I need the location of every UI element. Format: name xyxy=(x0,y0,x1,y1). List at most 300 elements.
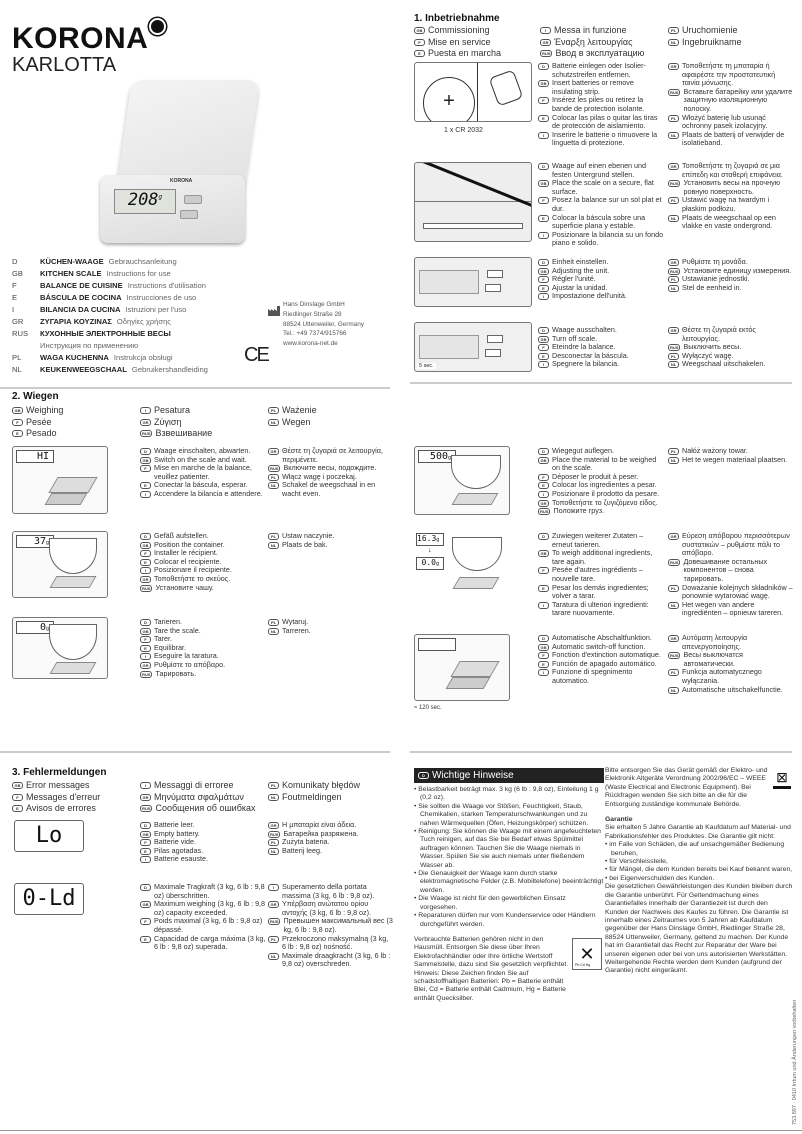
language-row xyxy=(12,268,208,280)
item-text: Ζύγιση xyxy=(154,416,182,427)
language-badge: GB xyxy=(12,407,23,414)
instruction-list xyxy=(140,618,266,678)
item-text: Θέστε τη ζυγαριά εκτός λειτουργίας. xyxy=(682,325,756,343)
item-text: Tarer. xyxy=(154,634,172,644)
language-row xyxy=(12,316,208,328)
list-item xyxy=(414,25,501,37)
language-badge: F xyxy=(538,474,549,481)
list-item xyxy=(140,780,256,792)
language-badge: GB xyxy=(140,628,151,635)
language-row xyxy=(12,328,208,352)
list-item xyxy=(140,417,212,429)
language-badge: F xyxy=(538,97,549,104)
language-badge: GB xyxy=(140,457,151,464)
product-image xyxy=(92,75,252,247)
item-text: Régler l'unité. xyxy=(552,274,596,284)
list-item xyxy=(12,780,100,792)
language-badge: E xyxy=(538,215,549,222)
language-desc: Instructions for use xyxy=(106,269,171,278)
item-text: Nałóż ważony towar. xyxy=(682,446,748,455)
language-desc: Istruzioni per l'uso xyxy=(125,305,187,314)
list-item xyxy=(668,114,794,131)
instruction-list xyxy=(268,883,394,969)
item-text: Avisos de errores xyxy=(26,803,96,813)
list-item xyxy=(668,601,794,618)
item-text: Tarieren. xyxy=(154,617,182,626)
language-badge: GB xyxy=(538,336,549,343)
item-text: Position the container. xyxy=(154,539,225,549)
list-item xyxy=(12,417,63,429)
language-badge: NL xyxy=(668,687,679,694)
item-text: Батарейка разряжена. xyxy=(283,828,359,838)
instruction-list xyxy=(538,326,664,369)
language-badge: F xyxy=(414,39,425,46)
item-text: Posez la balance sur un sol plat et dur. xyxy=(552,195,662,213)
notes-bullet: • Belastbarkeit beträgt max. 3 kg (6 lb : 9,8 oz), Einteilung 1 g (0,2 oz). xyxy=(414,786,599,802)
item-text: Ingebruikname xyxy=(682,36,742,47)
language-desc: Instrucciones de uso xyxy=(126,293,197,302)
brand-logo xyxy=(12,22,166,56)
list-item xyxy=(668,558,794,584)
section-headings xyxy=(668,25,742,48)
item-text: Posizionare il prodotto da pesare. xyxy=(552,488,660,498)
language-badge: GB xyxy=(538,180,549,187)
language-badge: D xyxy=(418,772,429,779)
item-text: Komunikaty błędów xyxy=(282,780,361,790)
list-item xyxy=(268,541,394,550)
item-text: Fonction d'extinction automatique. xyxy=(552,650,661,660)
language-desc: Instrukcja obsługi xyxy=(113,353,173,362)
item-text: Η μπαταρία είναι άδεια. xyxy=(282,820,357,829)
instruction-list xyxy=(140,532,266,592)
language-badge: GR xyxy=(140,662,151,669)
language-badge: NL xyxy=(268,794,279,801)
language-badge: D xyxy=(538,163,549,170)
display-readout: 37g xyxy=(16,535,54,548)
list-item xyxy=(668,360,794,369)
language-row xyxy=(12,352,208,364)
language-badge: I xyxy=(538,669,549,676)
language-row xyxy=(12,364,208,376)
warranty-bullet: • für Verschleissteile, xyxy=(605,858,668,866)
notes-bullet: • Die Genauigkeit der Waage kann durch starke elektromagnetische Felder (z.B. Mobiltelefone) beeinträchtigt werden. xyxy=(414,870,604,894)
list-item xyxy=(140,883,266,900)
item-text: Funkcja automatycznego wyłączania. xyxy=(682,667,762,685)
item-text: Superamento della portata massima (3 kg, 6 lb : 9,8 oz). xyxy=(282,882,375,900)
list-item xyxy=(668,456,794,465)
battery-icon: + xyxy=(423,77,475,122)
item-text: Ustaw naczynie. xyxy=(282,531,335,540)
scale-display: 208$^g$ xyxy=(114,189,176,214)
item-text: Превышен максимальный вес (3 kg, 6 lb : 9,8 oz). xyxy=(283,916,393,934)
instruction-list xyxy=(538,258,664,301)
list-item xyxy=(538,360,664,369)
language-badge: D xyxy=(140,533,151,540)
item-text: Puesta en marcha xyxy=(428,48,502,58)
item-text: Conectar la báscula, esperar. xyxy=(154,480,248,490)
language-badge: RUS xyxy=(270,831,279,837)
item-text: Colocar la báscula sobre una superficie plana y estable. xyxy=(552,212,646,231)
list-item xyxy=(538,162,664,179)
language-badge: E xyxy=(140,482,151,489)
item-text: Gefäß aufstellen. xyxy=(154,531,209,540)
instruction-list xyxy=(268,618,394,635)
list-item xyxy=(538,601,664,618)
language-badge: F xyxy=(140,465,151,472)
list-item xyxy=(538,532,664,549)
warranty-bullet: • für Mängel, die dem Kunden bereits bei Kauf bekannt waren, xyxy=(605,866,793,874)
list-item xyxy=(538,96,664,113)
list-item xyxy=(268,405,317,417)
language-badge: GB xyxy=(538,457,549,464)
item-text: Error messages xyxy=(26,780,90,790)
weee-bin-icon: ⊠ xyxy=(773,769,791,789)
language-badge: NL xyxy=(668,285,679,292)
language-code: PL xyxy=(12,353,22,362)
instruction-list xyxy=(668,326,794,369)
instruction-list xyxy=(538,162,664,248)
item-text: Spegnere la bilancia. xyxy=(552,359,620,369)
list-item xyxy=(668,651,794,668)
language-badge: I xyxy=(140,782,151,789)
item-text: Accendere la bilancia e attendere. xyxy=(154,488,263,498)
company-line: Hans Dinslage GmbH xyxy=(283,301,345,308)
item-text: Τοποθετήστε τη μπαταρία ή αφαιρέστε την προστατευτική ταινία μόνωσης. xyxy=(682,61,776,88)
weigh-figure xyxy=(414,446,510,515)
item-text: Place the scale on a secure, flat surface. xyxy=(552,178,654,196)
item-text: Place the material to be weighed on the scale. xyxy=(552,454,657,473)
item-text: Установите чашу. xyxy=(155,582,214,592)
item-text: Установите единицу измерения. xyxy=(683,265,792,275)
display-readout: 16.3g xyxy=(416,533,444,546)
language-badge: E xyxy=(140,645,151,652)
list-item xyxy=(140,464,266,481)
list-item xyxy=(668,686,794,695)
language-badge: RUS xyxy=(270,919,279,925)
important-notes-header xyxy=(414,768,604,783)
item-text: Maximale Tragkraft (3 kg, 6 lb : 9,8 oz) überschritten. xyxy=(154,882,265,900)
brand-dot-icon xyxy=(149,18,166,35)
language-badge: E xyxy=(12,430,23,437)
item-text: Pilas agotadas. xyxy=(154,845,204,855)
item-text: Colocar los ingredientes a pesar. xyxy=(552,480,657,490)
notes-title: Wichtige Hinweise xyxy=(432,770,514,781)
language-badge: GB xyxy=(140,901,151,908)
item-text: Empty battery. xyxy=(154,828,200,838)
item-text: Ввод в эксплуатацию xyxy=(555,48,645,58)
language-badge: D xyxy=(140,448,151,455)
list-item xyxy=(538,131,664,148)
language-title: KITCHEN SCALE xyxy=(40,269,102,278)
language-title: KÜCHEN-WAAGE xyxy=(40,257,104,266)
item-text: Waage auf einen ebenen und festen Untergrund stellen. xyxy=(552,161,647,179)
list-item xyxy=(668,37,742,49)
language-badge: I xyxy=(538,602,549,609)
language-title: ΖΥΓΑΡΙΑ ΚΟΥΖΙΝΑΣ xyxy=(40,317,112,326)
language-badge: RUS xyxy=(542,51,551,57)
language-badge: I xyxy=(538,491,549,498)
language-code: F xyxy=(12,281,17,290)
language-badge: RUS xyxy=(670,559,679,565)
item-text: Włącz wagę i poczekaj. xyxy=(282,471,357,481)
item-text: Tare the scale. xyxy=(154,625,201,635)
list-item xyxy=(668,131,794,148)
item-text: Eteindre la balance. xyxy=(552,342,616,352)
item-text: Вставьте батарейку или удалите защитную изоляционную полоску. xyxy=(683,86,793,113)
item-text: Взвешивание xyxy=(155,428,213,438)
item-text: Maximum weighing (3 kg, 6 lb : 9,8 oz) capacity exceeded. xyxy=(154,899,266,917)
company-address xyxy=(283,300,364,349)
language-badge: RUS xyxy=(670,268,679,274)
item-text: Ajustar la unidad. xyxy=(552,282,608,292)
language-badge: D xyxy=(538,327,549,334)
list-item xyxy=(140,855,266,864)
item-text: Весы выключатся автоматически. xyxy=(683,650,743,668)
item-text: Posizionare la bilancia su un fondo piano e solido. xyxy=(552,229,664,248)
instruction-list xyxy=(268,447,394,499)
language-row xyxy=(12,256,208,268)
language-badge: E xyxy=(12,805,23,812)
language-list xyxy=(12,256,208,376)
list-item xyxy=(668,634,794,651)
language-desc: Gebruikershandleiding xyxy=(131,365,208,374)
list-item xyxy=(140,900,266,917)
language-badge: PL xyxy=(268,474,279,481)
language-badge: RUS xyxy=(670,345,679,351)
auto-off-figure xyxy=(414,634,510,701)
language-badge: F xyxy=(12,419,23,426)
language-badge: E xyxy=(140,848,151,855)
item-text: Insérez les piles ou retirez la bande de protection isolante. xyxy=(552,95,645,113)
notes-bullet: • Reparaturen dürfen nur vom Kundenservice oder Händlern durchgeführt werden. xyxy=(414,912,596,928)
item-text: Eseguire la taratura. xyxy=(154,651,219,661)
language-badge: PL xyxy=(668,448,679,455)
display-readout: 500g xyxy=(418,450,456,463)
list-item xyxy=(538,668,664,685)
item-text: Zuwiegen weiterer Zutaten – erneut tarieren. xyxy=(552,531,644,549)
list-item xyxy=(140,803,256,815)
item-text: Inserire le batterie o rimuovere la linguetta di protezione. xyxy=(552,129,658,148)
language-badge: PL xyxy=(268,936,279,943)
language-badge: F xyxy=(538,567,549,574)
item-text: Posizionare il recipiente. xyxy=(154,565,232,575)
language-title: KEUKENWEEGSCHAAL xyxy=(40,365,127,374)
language-badge: F xyxy=(140,636,151,643)
instruction-list xyxy=(668,634,794,694)
list-item xyxy=(668,214,794,231)
tare-button xyxy=(180,210,198,219)
language-badge: I xyxy=(538,361,549,368)
item-text: Waage ausschalten. xyxy=(552,325,617,334)
item-text: Włożyć baterię lub usunąć ochronny pasek izolacyjny. xyxy=(682,112,768,131)
list-item xyxy=(268,780,360,792)
item-text: Funzione di spegnimento automatico. xyxy=(552,667,633,685)
list-item xyxy=(414,37,501,49)
language-badge: PL xyxy=(668,669,679,676)
language-badge: E xyxy=(414,50,425,57)
divider xyxy=(410,751,792,753)
language-badge: GR xyxy=(268,822,279,829)
list-item xyxy=(140,792,256,804)
item-text: Тарировать. xyxy=(155,668,197,678)
language-code: GR xyxy=(12,317,24,326)
item-text: Doważanie kolejnych składników – ponownie wytarować wagę. xyxy=(682,582,793,601)
instruction-list xyxy=(668,447,794,464)
section-headings xyxy=(414,25,501,60)
list-item xyxy=(268,952,394,969)
model-name: KARLOTTA xyxy=(12,54,117,76)
language-badge: E xyxy=(140,559,151,566)
language-badge: GR xyxy=(140,576,151,583)
battery-figure xyxy=(414,62,532,122)
instruction-list xyxy=(538,634,664,686)
list-item xyxy=(268,481,394,498)
item-text: Het te wegen materiaal plaatsen. xyxy=(682,454,788,464)
language-badge: RUS xyxy=(142,806,151,812)
list-item xyxy=(140,405,212,417)
unit-button-figure xyxy=(414,257,532,307)
list-item xyxy=(12,803,100,815)
language-desc: Instructions d'utilisation xyxy=(127,281,206,290)
list-item xyxy=(538,292,664,301)
language-badge: RUS xyxy=(670,89,679,95)
item-text: Wyłączyć wagę. xyxy=(682,350,734,360)
list-item xyxy=(12,405,63,417)
list-item xyxy=(268,900,394,917)
list-item xyxy=(268,417,317,429)
language-badge: I xyxy=(140,856,151,863)
list-item xyxy=(140,670,266,679)
language-badge: GR xyxy=(268,448,279,455)
instruction-list xyxy=(668,532,794,618)
item-text: Messaggi di erroree xyxy=(154,780,234,790)
list-item xyxy=(668,196,794,213)
item-text: Ważenie xyxy=(282,405,317,415)
switch-on-figure xyxy=(12,446,108,514)
language-badge: I xyxy=(268,884,279,891)
language-row xyxy=(12,304,208,316)
language-code: E xyxy=(12,293,18,302)
language-badge: E xyxy=(538,115,549,122)
item-text: Pesar los demás ingredientes; volver a tarar. xyxy=(552,582,649,601)
item-text: Mise en service xyxy=(428,36,491,47)
language-badge: I xyxy=(538,132,549,139)
display-readout: 0g xyxy=(16,621,54,634)
section-headings xyxy=(140,780,256,815)
language-badge: GB xyxy=(538,644,549,651)
item-text: Ρυθμίστε το απόβαρο. xyxy=(154,659,226,669)
error-display-lo: Lo xyxy=(14,820,84,852)
warranty-bullet: • bei Eigenverschulden des Kunden. xyxy=(605,874,715,882)
unit-button xyxy=(184,195,202,204)
language-badge: GR xyxy=(668,163,679,170)
instruction-list xyxy=(538,532,664,618)
language-badge: GR xyxy=(668,635,679,642)
language-badge: D xyxy=(538,448,549,455)
list-item xyxy=(538,79,664,96)
item-text: Pesatura xyxy=(154,405,191,415)
list-item xyxy=(268,792,360,804)
item-text: Schakel de weegschaal in en wacht even. xyxy=(282,480,376,498)
language-title: WAGA KUCHENNA xyxy=(40,353,109,362)
item-text: Adjusting the unit. xyxy=(552,265,610,275)
item-text: Commissioning xyxy=(428,25,490,35)
item-text: Poids maximal (3 kg, 6 lb : 9,8 oz) dépassé. xyxy=(154,916,263,934)
language-badge: D xyxy=(538,533,549,540)
language-badge: F xyxy=(12,794,23,801)
list-item xyxy=(668,584,794,601)
notes-bullet: • Sie sollten die Waage vor Stößen, Feuchtigkeit, Staub, Chemikalien, starken Temperaturschwankungen und zu nahen Wärmequellen (Öfen, Heizungskörper) schützen. xyxy=(414,802,589,827)
language-badge: GB xyxy=(140,831,151,838)
error-display-overload: 0-Ld xyxy=(14,883,84,915)
list-item xyxy=(540,37,644,49)
item-text: Сообщения об ошибках xyxy=(155,803,256,813)
language-badge: GB xyxy=(140,542,151,549)
item-text: Przekroczono maksymalną (3 kg, 6 lb : 9,8 oz) nośność. xyxy=(282,933,389,952)
instruction-list xyxy=(140,883,266,952)
list-item xyxy=(140,584,266,593)
language-badge: F xyxy=(140,918,151,925)
language-badge: NL xyxy=(268,542,279,549)
item-text: Déposer le produit à peser. xyxy=(552,471,639,481)
language-badge: F xyxy=(538,197,549,204)
instruction-list xyxy=(140,447,266,499)
list-item xyxy=(140,490,266,499)
language-badge: NL xyxy=(268,628,279,635)
tare-figure xyxy=(12,617,108,679)
language-badge: F xyxy=(140,550,151,557)
language-code: GB xyxy=(12,269,23,278)
list-item xyxy=(268,883,394,900)
language-badge: GR xyxy=(538,500,549,507)
language-badge: I xyxy=(140,491,151,498)
item-text: Включите весы, подождите. xyxy=(283,463,377,473)
item-text: Colocar las pilas o quitar las tiras de protección de aislamiento. xyxy=(552,112,658,131)
item-text: Zużyta bateria. xyxy=(282,837,330,847)
flat-surface-figure xyxy=(414,162,532,242)
list-item xyxy=(538,549,664,566)
section-headings xyxy=(140,405,212,440)
item-text: Einheit einstellen. xyxy=(552,257,609,266)
instruction-list xyxy=(538,447,664,516)
language-badge: PL xyxy=(268,839,279,846)
item-text: Batterie esauste. xyxy=(154,854,208,864)
company-line: Tel.: +49 7374/915766 xyxy=(283,330,347,338)
language-badge: RUS xyxy=(670,653,679,659)
display-readout: 0.0g xyxy=(416,557,444,570)
language-badge: NL xyxy=(268,848,279,855)
warranty-list xyxy=(605,841,793,883)
language-badge: D xyxy=(538,635,549,642)
item-text: Tarreren. xyxy=(282,625,311,635)
list-item xyxy=(668,88,794,114)
item-text: Plaats de weegschaal op een vlakke en vaste ondergrond. xyxy=(682,212,776,231)
item-text: Automatic switch-off function. xyxy=(552,641,646,651)
language-desc: Gebrauchsanleitung xyxy=(108,257,177,266)
language-code: RUS xyxy=(12,329,29,338)
language-badge: GB xyxy=(12,782,23,789)
item-text: Taratura di ulteriori ingredienti: tarare nuovamente. xyxy=(552,599,649,618)
item-text: Установить весы на прочную ровную поверхность. xyxy=(683,178,781,196)
warranty-title: Garantie xyxy=(605,816,633,824)
item-text: Impostazione dell'unità. xyxy=(552,291,627,301)
item-text: Plaats de batterij of verwijder de isolatieband. xyxy=(682,129,785,148)
warranty-text: Die gesetzlichen Gewährleistungen des Kunden bleiben durch die Garantie unberührt. Für Geltendmachung eines Garantiefalles innerhalb der Garantiezeit ist durch den Kunden der Nachweis des Kaufes zu führen. Die Garantie ist innerhalb eines Zeitraumes von 5 Jahren ab Kaufdatum gegenüber der Hans Dinslage GmbH, Riedlinger Straße 28, 88524 Uttenweiler, Germany, geltend zu machen. Der Kunde hat im Garantiefall das Recht zur Reparatur der Ware bei unseren eigenen oder bei von uns autorisierten Werkstätten. Weitergehende Rechte werden dem Kunden (aufgrund der Garantie) nicht eingeräumt. xyxy=(605,883,793,975)
language-badge: PL xyxy=(668,115,679,122)
language-badge: E xyxy=(140,936,151,943)
language-badge: RUS xyxy=(142,671,151,677)
add-ingredient-figure: 16.3g ↓ 0.0g xyxy=(414,531,510,601)
